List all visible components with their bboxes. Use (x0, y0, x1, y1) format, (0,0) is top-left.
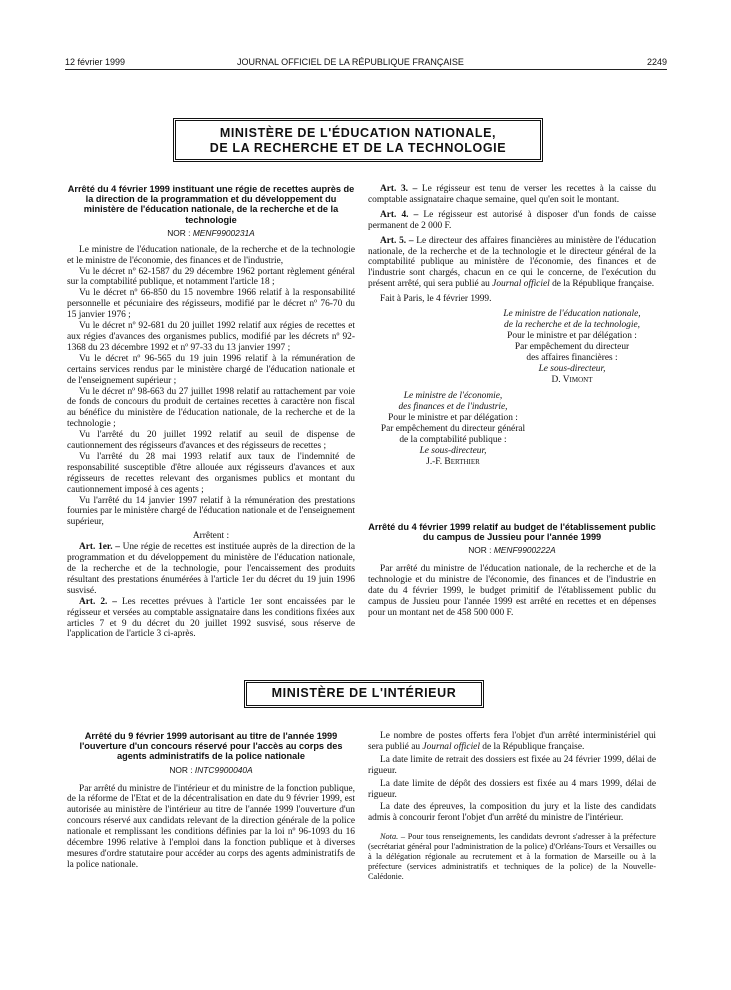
nor-reference: NOR : INTC9900040A (169, 764, 253, 775)
arrete-body: Par arrêté du ministre de l'intérieur et du ministre de la fonction publique, de la réforme de l'Etat et de la décentralisation en date du 9 février 1999, est autorisée au ministère de l'intérieur au titre de l'année 1999 l'ouverture d'un concours réservé aux candidats relevant de la direction générale de la police nationale et remplissant les conditions définies par la loi nº 96-1093 du 16 décembre 1996 relative à l'emploi dans la fonction publique et à diverses mesures d'ordre statutaire pour accéder au corps des agents administratifs de la police nationale. (67, 783, 355, 870)
paragraph: La date limite de dépôt des dossiers est fixée au 4 mars 1999, délai de rigueur. (368, 778, 656, 800)
paragraph: La date des épreuves, la composition du jury et la liste des candidats admis à concourir feront l'objet d'un arrêté du ministre de l'intérieur. (368, 802, 656, 824)
arrete-body: Par arrêté du ministre de l'éducation nationale, de la recherche et de la technologie et du ministre de l'économie, des finances et de l'industrie en date du 4 février 1999, le budget primitif de l'établissement public du campus de Jussieu pour l'année 1999 est arrêté en recettes et en dépenses pour un montant net de 458 500 000 F. (368, 564, 656, 618)
delegation-line: des affaires financières : (526, 352, 618, 363)
visa: Vu le décret nº 98-663 du 27 juillet 1998 relatif au rattachement par voie de fonds de concours du produit de certaines recettes à caractère non fiscal au bénéfice du ministère de l'éducation nationale, de la recherche et de la technologie ; (67, 386, 355, 430)
delegation-line: de la comptabilité publique : (399, 435, 507, 446)
nor-reference: NOR : MENF9900222A (468, 545, 556, 556)
signature-block-2 (368, 391, 538, 467)
ministry-heading-line2: DE LA RECHERCHE ET DE LA TECHNOLOGIE (209, 141, 507, 155)
visa: Vu le décret nº 62-1587 du 29 décembre 1962 portant règlement général sur la comptabilité publique, et notamment l'article 18 ; (67, 266, 355, 288)
page-number: 2249 (646, 57, 667, 67)
visa: Vu le décret nº 66-850 du 15 novembre 1966 relatif à la responsabilité personnelle et pécuniaire des régisseurs, modifié par le décret nº 76-70 du 15 janvier 1976 ; (67, 288, 355, 321)
left-column-top (67, 184, 355, 640)
delegation-line: Pour le ministre et par délégation : (507, 330, 637, 341)
signatory-title: des finances et de l'industrie, (398, 402, 508, 413)
delegation-line: Par empêchement du directeur (514, 341, 630, 352)
signatory-name: D. Vimont (551, 374, 593, 385)
arrete-concours-continued (368, 731, 656, 882)
signatory-role: Le sous-directeur, (419, 445, 487, 456)
arrete-title: Arrêté du 4 février 1999 instituant une régie de recettes auprès de la direction de la programmation et du développement du ministère de l'éducation nationale, de la recherche et de la technologie (67, 184, 355, 225)
signatory-title: Le ministre de l'éducation nationale, (503, 309, 641, 320)
article-1: Art. 1er. – Une régie de recettes est instituée auprès de la direction de la programmation et du développement du ministère de l'éducation nationale, de la recherche et de la technologie, pour l'encaissement des produits résultant des prestations énumérées à l'article 1er du décret du 19 juin 1996 susvisé. (67, 542, 355, 596)
signatory-title: Le ministre de l'économie, (403, 391, 503, 402)
ministry-heading-box (244, 680, 484, 708)
header-journal-title: JOURNAL OFFICIEL DE LA RÉPUBLIQUE FRANÇAISE (237, 57, 464, 67)
nota: Nota. – Pour tous renseignements, les candidats devront s'adresser à la préfecture (secrétariat général pour l'administration de la police) d'Orléans-Tours et Versailles ou à la délégation régionale au recrutement et à la formation de Marseille ou à la préfecture (services administratifs et techniques de la police) de la Nouvelle-Calédonie. (368, 832, 656, 882)
ministry-heading-box (173, 118, 543, 162)
article-4: Art. 4. – Le régisseur est autorisé à disposer d'un fonds de caisse permanent de 2 000 F. (368, 209, 657, 231)
signatory-name: J.-F. Berthier (426, 456, 480, 467)
signatory-role: Le sous-directeur, (538, 363, 606, 374)
arrete-budget-section (368, 522, 656, 619)
delegation-line: Par empêchement du directeur général (380, 424, 526, 435)
visa: Vu le décret nº 92-681 du 20 juillet 1992 relatif aux régies de recettes et aux régies d'avances des organismes publics, modifié par les décrets nº 92-1368 du 23 décembre 1992 et nº 97-33 du 13 janvier 1997 ; (67, 321, 355, 353)
visa: Vu l'arrêté du 28 mai 1993 relatif aux taux de l'indemnité de responsabilité susceptible d'être allouée aux régisseurs d'avances et aux régisseurs de recettes relevant des organismes publics et montant du cautionnement imposé à ces agents ; (67, 451, 355, 495)
paragraph: La date limite de retrait des dossiers est fixée au 24 février 1999, délai de rigueur. (368, 754, 656, 776)
visa: Vu l'arrêté du 14 janvier 1997 relatif à la rémunération des prestations fournies par le ministère chargé de l'éducation nationale et de l'enseignement supérieur, (67, 495, 355, 528)
article-2: Art. 2. – Les recettes prévues à l'article 1er sont encaissées par le régisseur et versées au comptable assignataire dans les conditions fixées aux articles 7 et 9 du décret du 20 juillet 1992 susvisé, sous réserve de l'application de l'article 3 ci-après. (67, 596, 355, 640)
ministry-heading-line1: MINISTÈRE DE L'ÉDUCATION NATIONALE, (219, 126, 497, 140)
article-3: Art. 3. – Le régisseur est tenu de verser les recettes à la caisse du comptable assignataire chaque semaine, quel qu'en soit le montant. (368, 184, 657, 205)
fait-a-paris: Fait à Paris, le 4 février 1999. (380, 294, 492, 305)
header-date: 12 février 1999 (65, 57, 126, 67)
delegation-line: Pour le ministre et par délégation : (388, 413, 518, 424)
arrete-title: Arrêté du 4 février 1999 relatif au budget de l'établissement public du campus de Jussieu pour l'année 1999 (368, 522, 656, 543)
paragraph: Le nombre de postes offerts fera l'objet d'un arrêté interministériel qui sera publié au Journal officiel de la République française. (368, 731, 656, 752)
visa: Vu l'arrêté du 20 juillet 1992 relatif au seuil de dispense de cautionnement des régisseurs d'avances et des régisseurs de recettes ; (67, 430, 355, 452)
ministry-heading-line1: MINISTÈRE DE L'INTÉRIEUR (246, 682, 482, 706)
preamble: Le ministre de l'éducation nationale, de la recherche et de la technologie et le ministre de l'économie, des finances et de l'industrie, (67, 244, 355, 266)
signatory-title: de la recherche et de la technologie, (504, 319, 640, 330)
nor-reference: NOR : MENF9900231A (167, 227, 255, 238)
right-column-top (368, 184, 656, 468)
arretent: Arrêtent : (192, 531, 230, 542)
visa: Vu le décret nº 96-565 du 19 juin 1996 relatif à la rémunération de certains services rendus par le ministère chargé de l'éducation nationale et de l'enseignement supérieur ; (67, 353, 355, 386)
arrete-concours-section (67, 731, 355, 871)
signature-block-1 (488, 309, 656, 385)
arrete-title: Arrêté du 9 février 1999 autorisant au titre de l'année 1999 l'ouverture d'un concours réservé pour l'accès au corps des agents administratifs de la police nationale (79, 731, 343, 762)
article-5: Art. 5. – Le directeur des affaires financières au ministère de l'éducation nationale, de la recherche et de la technologie et le directeur général de la comptabilité publique au ministère de l'économie, des finances et de l'industrie sont chargés, chacun en ce qui le concerne, de l'exécution du présent arrêté, qui sera publié au Journal officiel de la République française. (368, 235, 657, 290)
running-header (65, 57, 667, 70)
